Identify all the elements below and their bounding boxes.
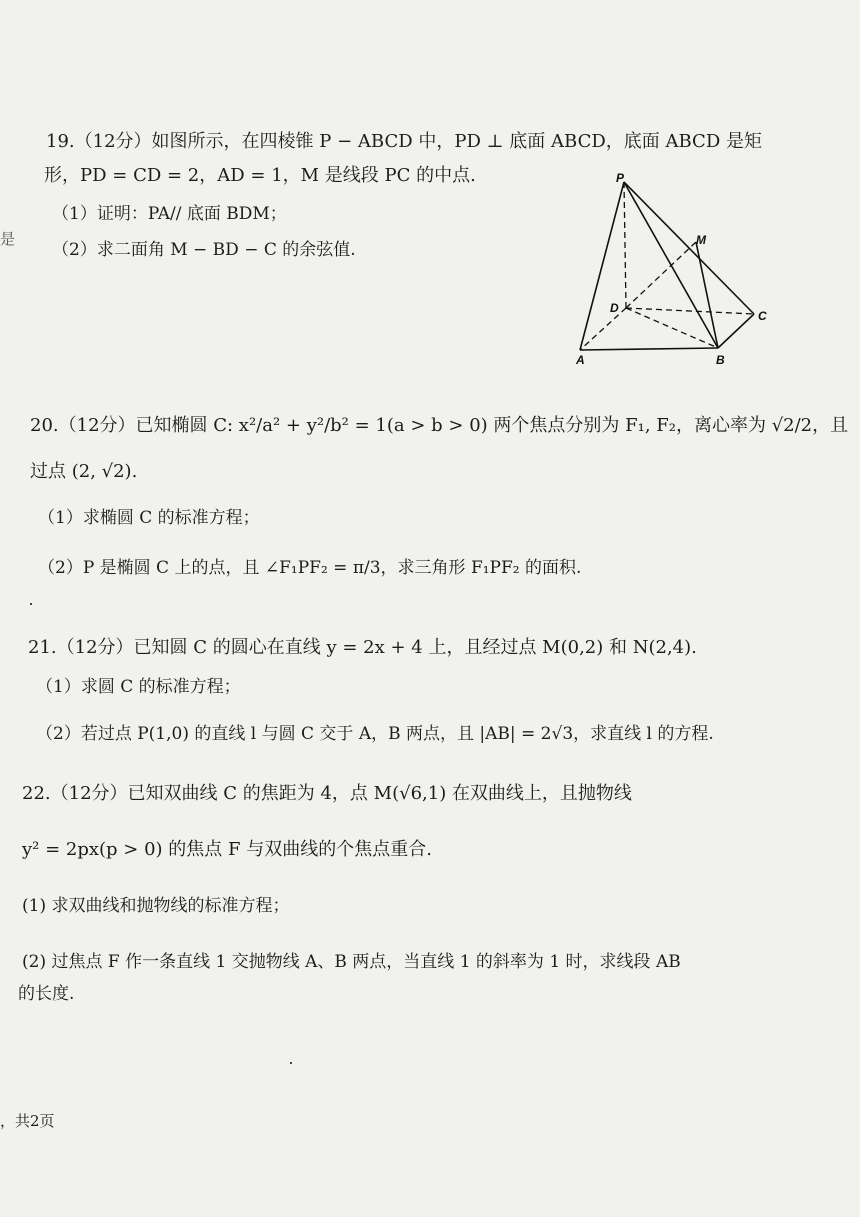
edge-dm <box>626 242 696 308</box>
q22-line2: y² = 2px(p > 0) 的焦点 F 与双曲线的个焦点重合. <box>22 839 432 860</box>
q21-line1: 21.（12分）已知圆 C 的圆心在直线 y = 2x + 4 上，且经过点 M(0,2) 和 N(2,4). <box>28 637 697 658</box>
label-a: A <box>576 353 585 367</box>
stray-dot <box>30 603 32 605</box>
edge-bc <box>718 314 754 348</box>
q22-part2-line1: (2) 过焦点 F 作一条直线 1 交抛物线 A、B 两点，当直线 1 的斜率为 1 时，求线段 AB <box>22 952 681 972</box>
q19-line2: 形，PD = CD = 2，AD = 1，M 是线段 PC 的中点. <box>44 165 476 186</box>
cropped-margin-text: 是 <box>0 230 16 248</box>
edge-pd <box>624 182 626 308</box>
stray-dot <box>290 1062 292 1064</box>
label-d: D <box>610 301 619 315</box>
edge-pc <box>624 182 754 314</box>
q22-part1: (1) 求双曲线和抛物线的标准方程； <box>22 896 290 916</box>
label-m: M <box>696 233 706 247</box>
q19-part1: （1）证明：PA// 底面 BDM； <box>52 204 287 224</box>
page-footer: ，共2页 <box>0 1112 55 1130</box>
q20-line2: 过点 (2, √2). <box>30 461 138 482</box>
label-c: C <box>758 309 767 323</box>
label-b: B <box>716 353 725 367</box>
edge-ab <box>580 348 718 350</box>
q22-line1: 22.（12分）已知双曲线 C 的焦距为 4，点 M(√6,1) 在双曲线上，且抛物线 <box>22 783 632 804</box>
edge-pa <box>580 182 624 350</box>
pyramid-figure <box>572 168 782 368</box>
q19-line1: 19.（12分）如图所示，在四棱锥 P − ABCD 中，PD ⊥ 底面 ABCD，底面 ABCD 是矩 <box>46 131 762 152</box>
q20-part2: （2）P 是椭圆 C 上的点，且 ∠F₁PF₂ = π/3，求三角形 F₁PF₂ 的面积. <box>38 558 582 578</box>
edge-da <box>580 308 626 350</box>
edge-mb <box>696 242 718 348</box>
q20-line1: 20.（12分）已知椭圆 C: x²/a² + y²/b² = 1(a > b > 0) 两个焦点分别为 F₁, F₂，离心率为 √2/2，且 <box>30 415 849 436</box>
q21-part2: （2）若过点 P(1,0) 的直线 l 与圆 C 交于 A，B 两点，且 |AB| = 2√3，求直线 l 的方程. <box>36 724 714 744</box>
q22-part2-line2: 的长度. <box>18 984 75 1004</box>
q20-part1: （1）求椭圆 C 的标准方程； <box>38 508 260 528</box>
edge-dc <box>626 308 754 314</box>
q21-part1: （1）求圆 C 的标准方程； <box>36 677 241 697</box>
q19-part2: （2）求二面角 M − BD − C 的余弦值. <box>52 240 356 260</box>
label-p: P <box>616 171 625 185</box>
edge-db <box>626 308 718 348</box>
